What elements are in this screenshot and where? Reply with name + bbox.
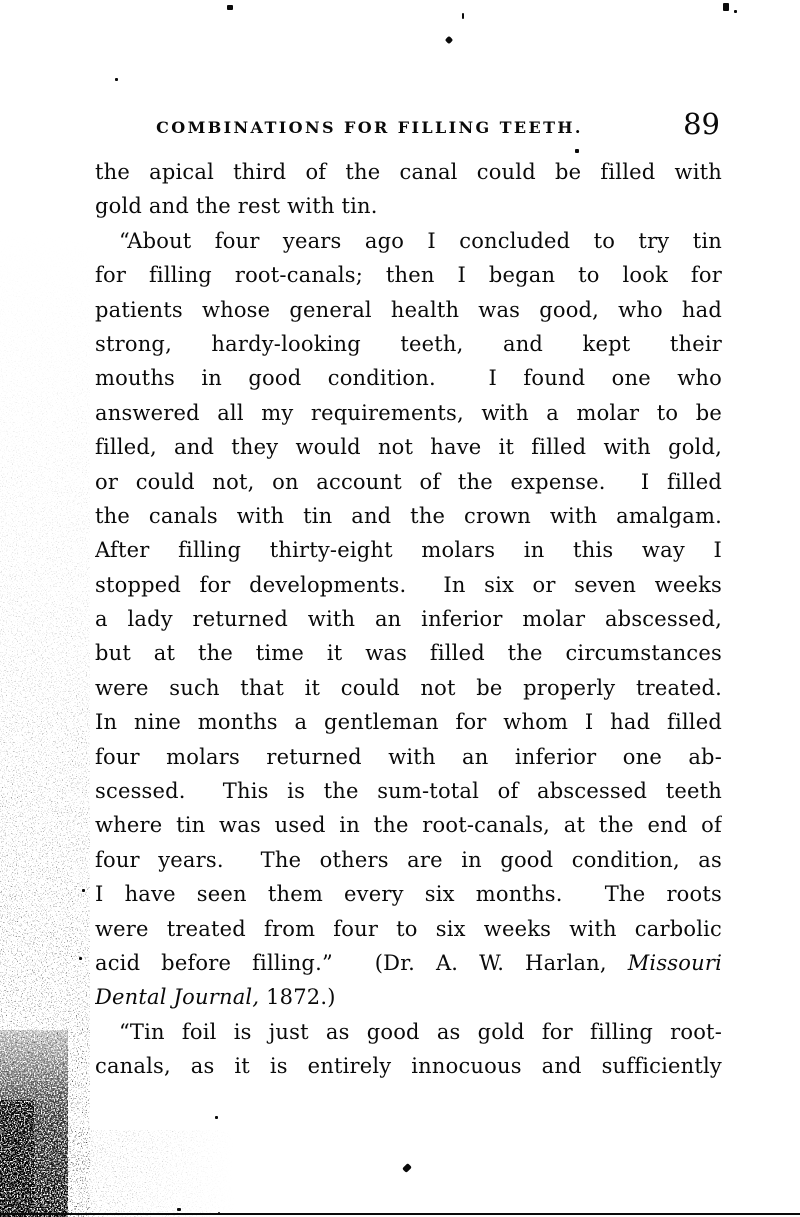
text-segment: In nine months a gentleman for whom I had filled — [95, 710, 722, 735]
text-line — [95, 155, 722, 189]
text-segment: “About four years ago I concluded to try tin — [119, 228, 722, 253]
scan-speck — [575, 149, 579, 153]
text-segment: “Tin foil is just as good as gold for filling root- — [119, 1019, 722, 1044]
text-segment: stopped for developments. In six or seven weeks — [95, 572, 722, 597]
text-line — [95, 843, 722, 877]
text-line — [95, 671, 722, 705]
scan-speck — [215, 1116, 218, 1119]
text-segment: acid before filling.” (Dr. A. W. Harlan, — [95, 950, 628, 975]
text-segment: Dental Journal, — [95, 985, 260, 1010]
text-segment: where tin was used in the root-canals, at the end of — [95, 813, 722, 838]
text-segment: After filling thirty-eight molars in this way I — [95, 538, 722, 563]
text-segment: scessed. This is the sum-total of abscessed teeth — [95, 779, 722, 804]
text-segment: four years. The others are in good condition, as — [95, 847, 722, 872]
scan-speck — [115, 78, 118, 81]
text-line — [95, 430, 722, 464]
scan-bottom-edge-line — [0, 1213, 800, 1215]
running-head — [95, 107, 722, 148]
text-line — [95, 224, 722, 258]
text-line — [95, 636, 722, 670]
text-segment: the apical third of the canal could be filled with — [95, 160, 722, 184]
scan-speck — [734, 10, 737, 13]
text-line — [95, 774, 722, 808]
scan-speck — [723, 3, 729, 11]
text-segment: mouths in good condition. I found one who — [95, 366, 722, 391]
text-line — [95, 189, 722, 223]
text-segment: answered all my requirements, with a molar to be — [95, 400, 722, 425]
text-line — [95, 327, 722, 361]
page-number: 89 — [683, 107, 720, 141]
text-segment: were such that it could not be properly treated. — [95, 675, 722, 700]
text-segment: a lady returned with an inferior molar abscessed, — [95, 607, 722, 632]
scan-speck — [177, 1208, 181, 1211]
text-line — [95, 1049, 722, 1083]
text-line — [95, 602, 722, 636]
text-line — [95, 980, 722, 1014]
scan-speck — [445, 36, 453, 44]
text-line — [95, 361, 722, 395]
text-line — [95, 258, 722, 292]
text-segment: the canals with tin and the crown with amalgam. — [95, 503, 722, 528]
text-line — [95, 1015, 722, 1049]
text-segment: strong, hardy-looking teeth, and kept their — [95, 331, 722, 356]
text-segment: patients whose general health was good, who had — [95, 297, 722, 322]
scan-speck — [462, 13, 464, 19]
scan-speck — [79, 957, 82, 960]
text-line — [95, 293, 722, 327]
text-line — [95, 877, 722, 911]
scan-speck — [82, 889, 85, 892]
scan-speck — [402, 1163, 412, 1173]
text-line — [95, 465, 722, 499]
text-segment: four molars returned with an inferior one ab- — [95, 744, 722, 769]
text-segment: or could not, on account of the expense. I filled — [95, 469, 722, 494]
text-line — [95, 396, 722, 430]
text-segment: Missouri — [627, 950, 722, 975]
text-segment: 1872.) — [259, 985, 336, 1010]
scan-speck — [227, 5, 233, 10]
text-line — [95, 499, 722, 533]
text-line — [95, 740, 722, 774]
text-segment: but at the time it was filled the circumstances — [95, 641, 722, 666]
text-segment: canals, as it is entirely innocuous and sufficiently — [95, 1054, 722, 1079]
text-line — [95, 912, 722, 946]
page-header-title: COMBINATIONS FOR FILLING TEETH. — [156, 118, 583, 137]
text-line — [95, 808, 722, 842]
text-line — [95, 533, 722, 567]
text-block — [95, 155, 722, 1084]
text-segment: were treated from four to six weeks with carbolic — [95, 916, 722, 941]
text-segment: I have seen them every six months. The roots — [95, 882, 722, 907]
text-segment: for filling root-canals; then I began to look for — [95, 263, 722, 288]
text-line — [95, 568, 722, 602]
text-segment: gold and the rest with tin. — [95, 194, 378, 219]
text-line — [95, 705, 722, 739]
text-segment: filled, and they would not have it filled with gold, — [95, 435, 722, 460]
text-line — [95, 946, 722, 980]
